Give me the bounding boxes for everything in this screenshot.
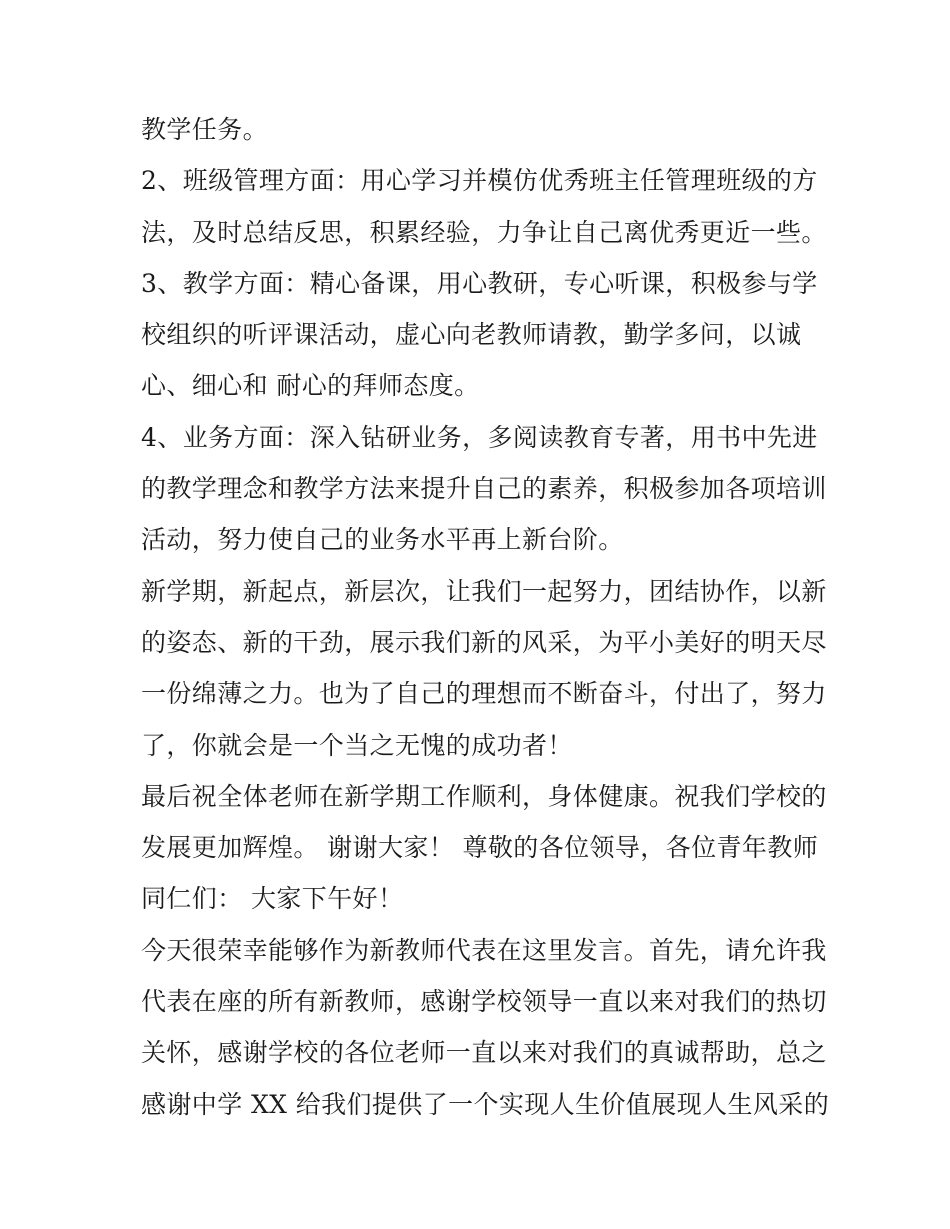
text-line: 发展更加辉煌。 谢谢大家！ 尊敬的各位领导，各位青年教师 [141,833,819,863]
body-text [141,104,830,1130]
text-line: 关怀，感谢学校的各位老师一直以来对我们的真诚帮助，总之 [141,1038,827,1068]
text-line: 新学期，新起点，新层次，让我们一起努力，团结协作，以新 [141,576,827,606]
text-line: 最后祝全体老师在新学期工作顺利，身体健康。祝我们学校的 [141,781,827,811]
text-line: 代表在座的所有新教师，感谢学校领导一直以来对我们的热切 [141,987,827,1017]
text-line: 教学任务。 [141,115,269,144]
text-line: 校组织的听评课活动，虚心向老教师请教，勤学多问，以诚 [141,320,802,350]
text-line: 2、班级管理方面：用心学习并模仿优秀班主任管理班级的方 [141,166,818,196]
text-line: 心、细心和 耐心的拜师态度。 [141,371,480,401]
text-line: 4、业务方面：深入钻研业务，多阅读教育专著，用书中先进 [141,422,818,452]
text-line: 同仁们： 大家下午好！ [141,884,404,914]
text-line: 的姿态、新的干劲，展示我们新的风采，为平小美好的明天尽 [141,627,827,657]
text-line: 法，及时总结反思，积累经验，力争让自己离优秀更近一些。 [141,217,827,247]
text-line: 一份绵薄之力。也为了自己的理想而不断奋斗，付出了，努力 [141,679,827,709]
text-line: 感谢中学 XX 给我们提供了一个实现人生价值展现人生风采的 [141,1089,830,1119]
text-line: 的教学理念和教学方法来提升自己的素养，积极参加各项培训 [141,474,827,504]
text-line: 今天很荣幸能够作为新教师代表在这里发言。首先，请允许我 [141,935,827,965]
text-line: 3、教学方面：精心备课，用心教研，专心听课，积极参与学 [141,268,818,298]
text-line: 活动，努力使自己的业务水平再上新台阶。 [141,525,624,555]
text-line: 了，你就会是一个当之无愧的成功者！ [141,730,573,760]
